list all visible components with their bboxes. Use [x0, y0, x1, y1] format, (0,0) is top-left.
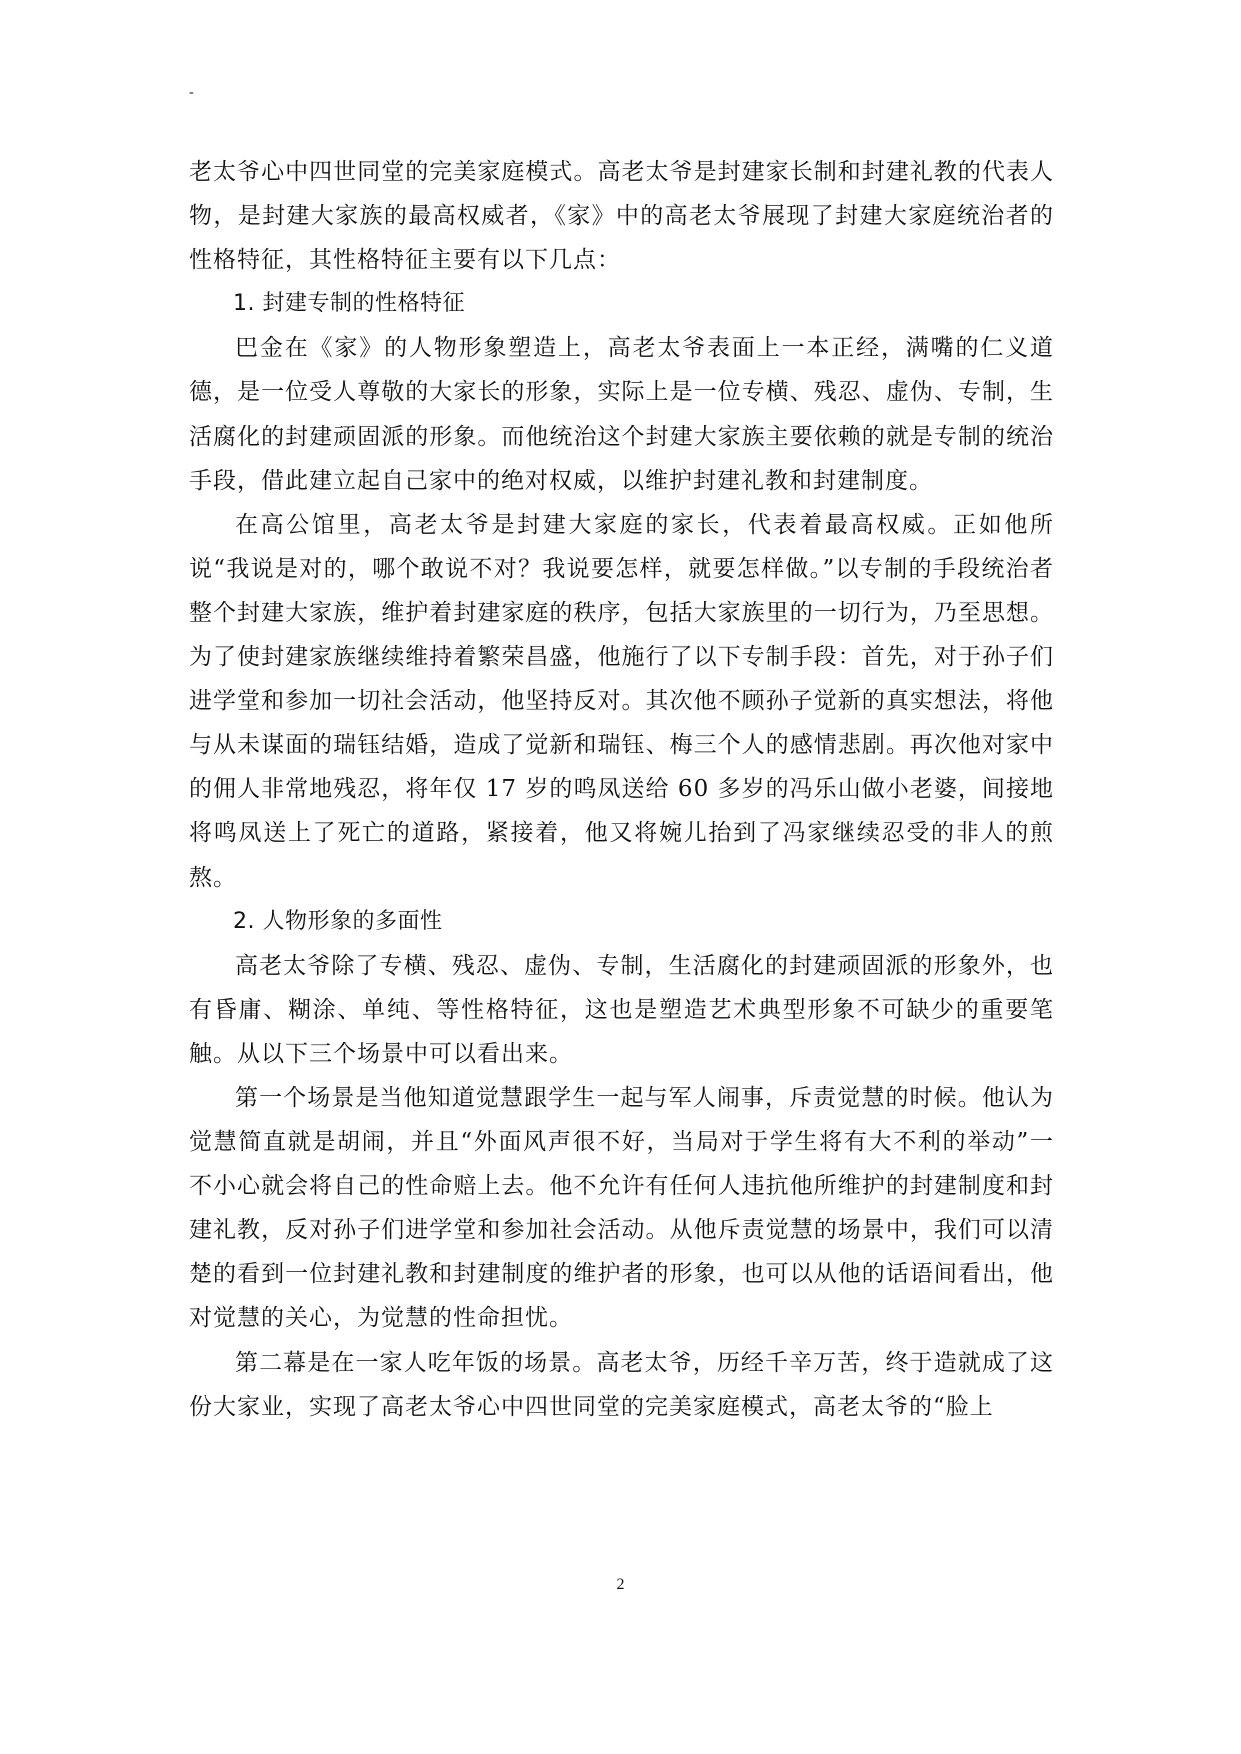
paragraph: 第二幕是在一家人吃年饭的场景。高老太爷，历经千辛万苦，终于造就成了这份大家业，实现了高老太爷心中四世同堂的完美家庭模式，高老太爷的“脸上 — [189, 1349, 1054, 1420]
page-number: 2 — [616, 1576, 625, 1593]
header-mark: - — [189, 85, 194, 100]
paragraph: 高老太爷除了专横、残忍、虚伪、专制，生活腐化的封建顽固派的形象外，也有昏庸、糊涂、单纯、等性格特征，这也是塑造艺术典型形象不可缺少的重要笔触。从以下三个场景中可以看出来。 — [189, 952, 1054, 1067]
paragraph: 在高公馆里，高老太爷是封建大家庭的家长，代表着最高权威。正如他所说“我说是对的，哪个敢说不对？我说要怎样，就要怎样做。”以专制的手段统治者整个封建大家族，维护着封建家庭的秩序，包括大家族里的一切行为，乃至思想。为了使封建家族继续维持着繁荣昌盛，他施行了以下专制手段：首先，对于孙子们进学堂和参加一切社会活动，他坚持反对。其次他不顾孙子觉新的真实想法，将他与从未谋面的瑞钰结婚，造成了觉新和瑞钰、梅三个人的感情悲剧。再次他对家中的佣人非常地残忍，将年仅 17 岁的鸣凤送给 60 多岁的冯乐山做小老婆，间接地将鸣凤送上了死亡的道路，紧接着，他又将婉儿抬到了冯家继续忍受的非人的煎熬。 — [189, 511, 1054, 891]
section-heading-2: 2. 人物形象的多面性 — [233, 908, 443, 934]
paragraph: 第一个场景是当他知道觉慧跟学生一起与军人闹事，斥责觉慧的时候。他认为觉慧简直就是胡闹，并且“外面风声很不好，当局对于学生将有大不利的举动”一不小心就会将自己的性命赔上去。他不允许有任何人违抗他所维护的封建制度和封建礼教，反对孙子们进学堂和参加社会活动。从他斥责觉慧的场景中，我们可以清楚的看到一位封建礼教和封建制度的维护者的形象，也可以从他的话语间看出，他对觉慧的关心，为觉慧的性命担忧。 — [189, 1084, 1054, 1332]
section-heading-1: 1. 封建专制的性格特征 — [233, 291, 465, 317]
body-text — [189, 150, 1054, 1429]
paragraph: 巴金在《家》的人物形象塑造上，高老太爷表面上一本正经，满嘴的仁义道德，是一位受人尊敬的大家长的形象，实际上是一位专横、残忍、虚伪、专制，生活腐化的封建顽固派的形象。而他统治这个封建大家族主要依赖的就是专制的统治手段，借此建立起自己家中的绝对权威，以维护封建礼教和封建制度。 — [189, 335, 1054, 494]
paragraph-continued: 老太爷心中四世同堂的完美家庭模式。高老太爷是封建家长制和封建礼教的代表人物，是封建大家族的最高权威者，《家》中的高老太爷展现了封建大家庭统治者的性格特征，其性格特征主要有以下几点： — [189, 159, 1054, 274]
